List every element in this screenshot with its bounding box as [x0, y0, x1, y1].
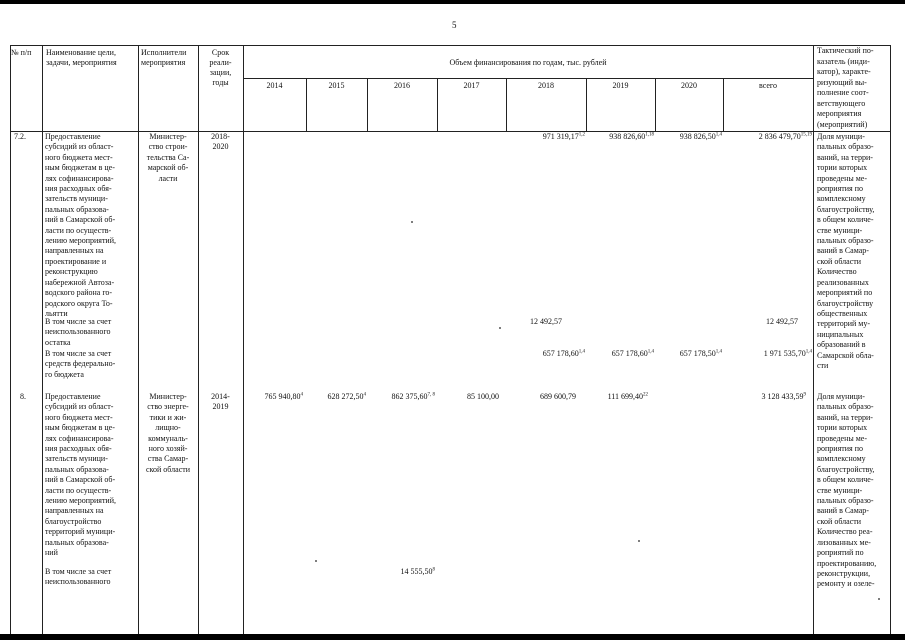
header-executors: Исполнители мероприятия [141, 48, 187, 67]
row-7-2-sub2-total: 1 971 535,70$^{1,4}$ [763, 349, 812, 358]
row-8-sub1-label: В том числе за счет неиспользованного [45, 567, 112, 587]
financing-table [10, 45, 890, 634]
row-7-2-term: 2018- 2020 [211, 132, 230, 152]
row-7-2-2019: 938 826,60$^{1,18}$ [609, 132, 654, 141]
scan-speck [638, 540, 640, 542]
row-7-2-sub1-2018: 12 492,57 [530, 317, 562, 326]
year-2014: 2014 [266, 81, 283, 90]
year-2019: 2019 [612, 81, 629, 90]
row-8-executor: Министер- ство энерге- тики и жи- лищно- коммуналь- ного хозяй- ства Самар- ской области [145, 392, 191, 474]
col-line [10, 45, 11, 634]
row-8-2015: 628 272,50$^4$ [327, 392, 366, 401]
row-8-total: 3 128 433,59$^9$ [761, 392, 806, 401]
year-2016: 2016 [394, 81, 410, 90]
row-8-2019: 111 699,40$^{22}$ [607, 392, 648, 401]
header-no: № п/п [11, 48, 32, 57]
scan-speck [499, 327, 501, 329]
row-8-indicator: Доля муници- пальных образо- ваний, на терри- тории которых проведены ме- роприятия по комплексному благоустройству, в общем количе- стве муници- пальных образо- ваний в Самар- ской области Количество реа- лизованных ме- роприятий по проектированию, реконструкции, ремонту и озеле- [817, 392, 877, 589]
header-term: Срок реали- зации, годы [209, 48, 232, 87]
col-line [42, 45, 43, 634]
top-border [0, 0, 905, 4]
row-7-2-total: 2 836 479,70$^{15,19}$ [758, 132, 812, 141]
col-line [813, 45, 814, 634]
row-7-2-2018: 971 319,17$^{1,2}$ [542, 132, 585, 141]
row-7-2-sub2-2020: 657 178,50$^{1,4}$ [679, 349, 722, 358]
row-7-2-sub1-total: 12 492,57 [766, 317, 798, 326]
row-8-term: 2014- 2019 [211, 392, 230, 412]
year-2020: 2020 [681, 81, 697, 90]
years-line [243, 78, 813, 79]
year-2018: 2018 [538, 81, 554, 90]
row-7-2-sub2-2019: 657 178,60$^{1,4}$ [611, 349, 654, 358]
row-7-2-no: 7.2. [14, 132, 26, 141]
header-name: Наименование цели, задачи, мероприятия [46, 48, 117, 67]
scan-speck [411, 221, 413, 223]
row-8-2018: 689 600,79 [540, 392, 576, 401]
row-8-sub1-2016: 14 555,50$^8$ [400, 567, 435, 576]
row-8-no: 8. [20, 392, 26, 401]
row-7-2-name: Предоставление субсидий из област- ного бюджета мест- ным бюджетам в це- лях софинансирова- ния расходных обя- зательств муници- пальных образова- ний в Самарской об- ласти по осуществ- лению мероприятий, направленных на проектирование и реконструкцию набережной Автоза- водского района го- родского округа То- льятти [45, 132, 116, 318]
row-8-2017: 85 100,00 [467, 392, 499, 401]
row-7-2-executor: Министер- ство строи- тельства Са- марской об- ласти [146, 132, 190, 183]
row-7-2-indicator: Доля муници- пальных образо- ваний, на терри- тории которых проведены ме- роприятия по комплексному благоустройству, в общем количе- стве муници- пальных образо- ваний в Самар- ской области Количество реализованных мероприятий по благоустройству общественных территорий му- ниципальных образований в Самарской обла- сти [817, 132, 875, 370]
year-2017: 2017 [463, 81, 480, 90]
year-total: всего [758, 81, 777, 90]
table-top-line [10, 45, 890, 46]
row-8-2016: 862 375,60$^{7, 8}$ [391, 392, 435, 401]
scan-speck [878, 598, 880, 600]
scan-speck [315, 560, 317, 562]
year-2015: 2015 [328, 81, 345, 90]
header-indicator: Тактический по- казатель (инди- катор), характе- ризующий вы- полнение соот- ветствующего мероприятия (мероприятий) [817, 46, 874, 129]
row-8-2014: 765 940,80$^4$ [264, 392, 303, 401]
row-7-2-2020: 938 826,50$^{1,4}$ [679, 132, 722, 141]
col-line [243, 45, 244, 634]
row-8-name: Предоставление субсидий из област- ного бюджета мест- ным бюджетам в це- лях софинансирова- ния расходных обя- зательств муници- пальных образова- ний в Самарской об- ласти по осуществ- лению мероприятий, направленных на благоустройство территорий муници- пальных образова- ний [45, 392, 116, 558]
row-7-2-sub2-2018: 657 178,60$^{1,4}$ [542, 349, 585, 358]
row-7-2-sub2-label: В том числе за счет средств федерально- го бюджета [45, 349, 116, 379]
col-line [890, 45, 891, 634]
header-financing-title: Объем финансирования по годам, тыс. рублей [449, 58, 607, 67]
bottom-border [0, 634, 905, 640]
page-number: 5 [452, 20, 457, 30]
row-7-2-sub1-label: В том числе за счет неиспользованного остатка [45, 317, 112, 347]
